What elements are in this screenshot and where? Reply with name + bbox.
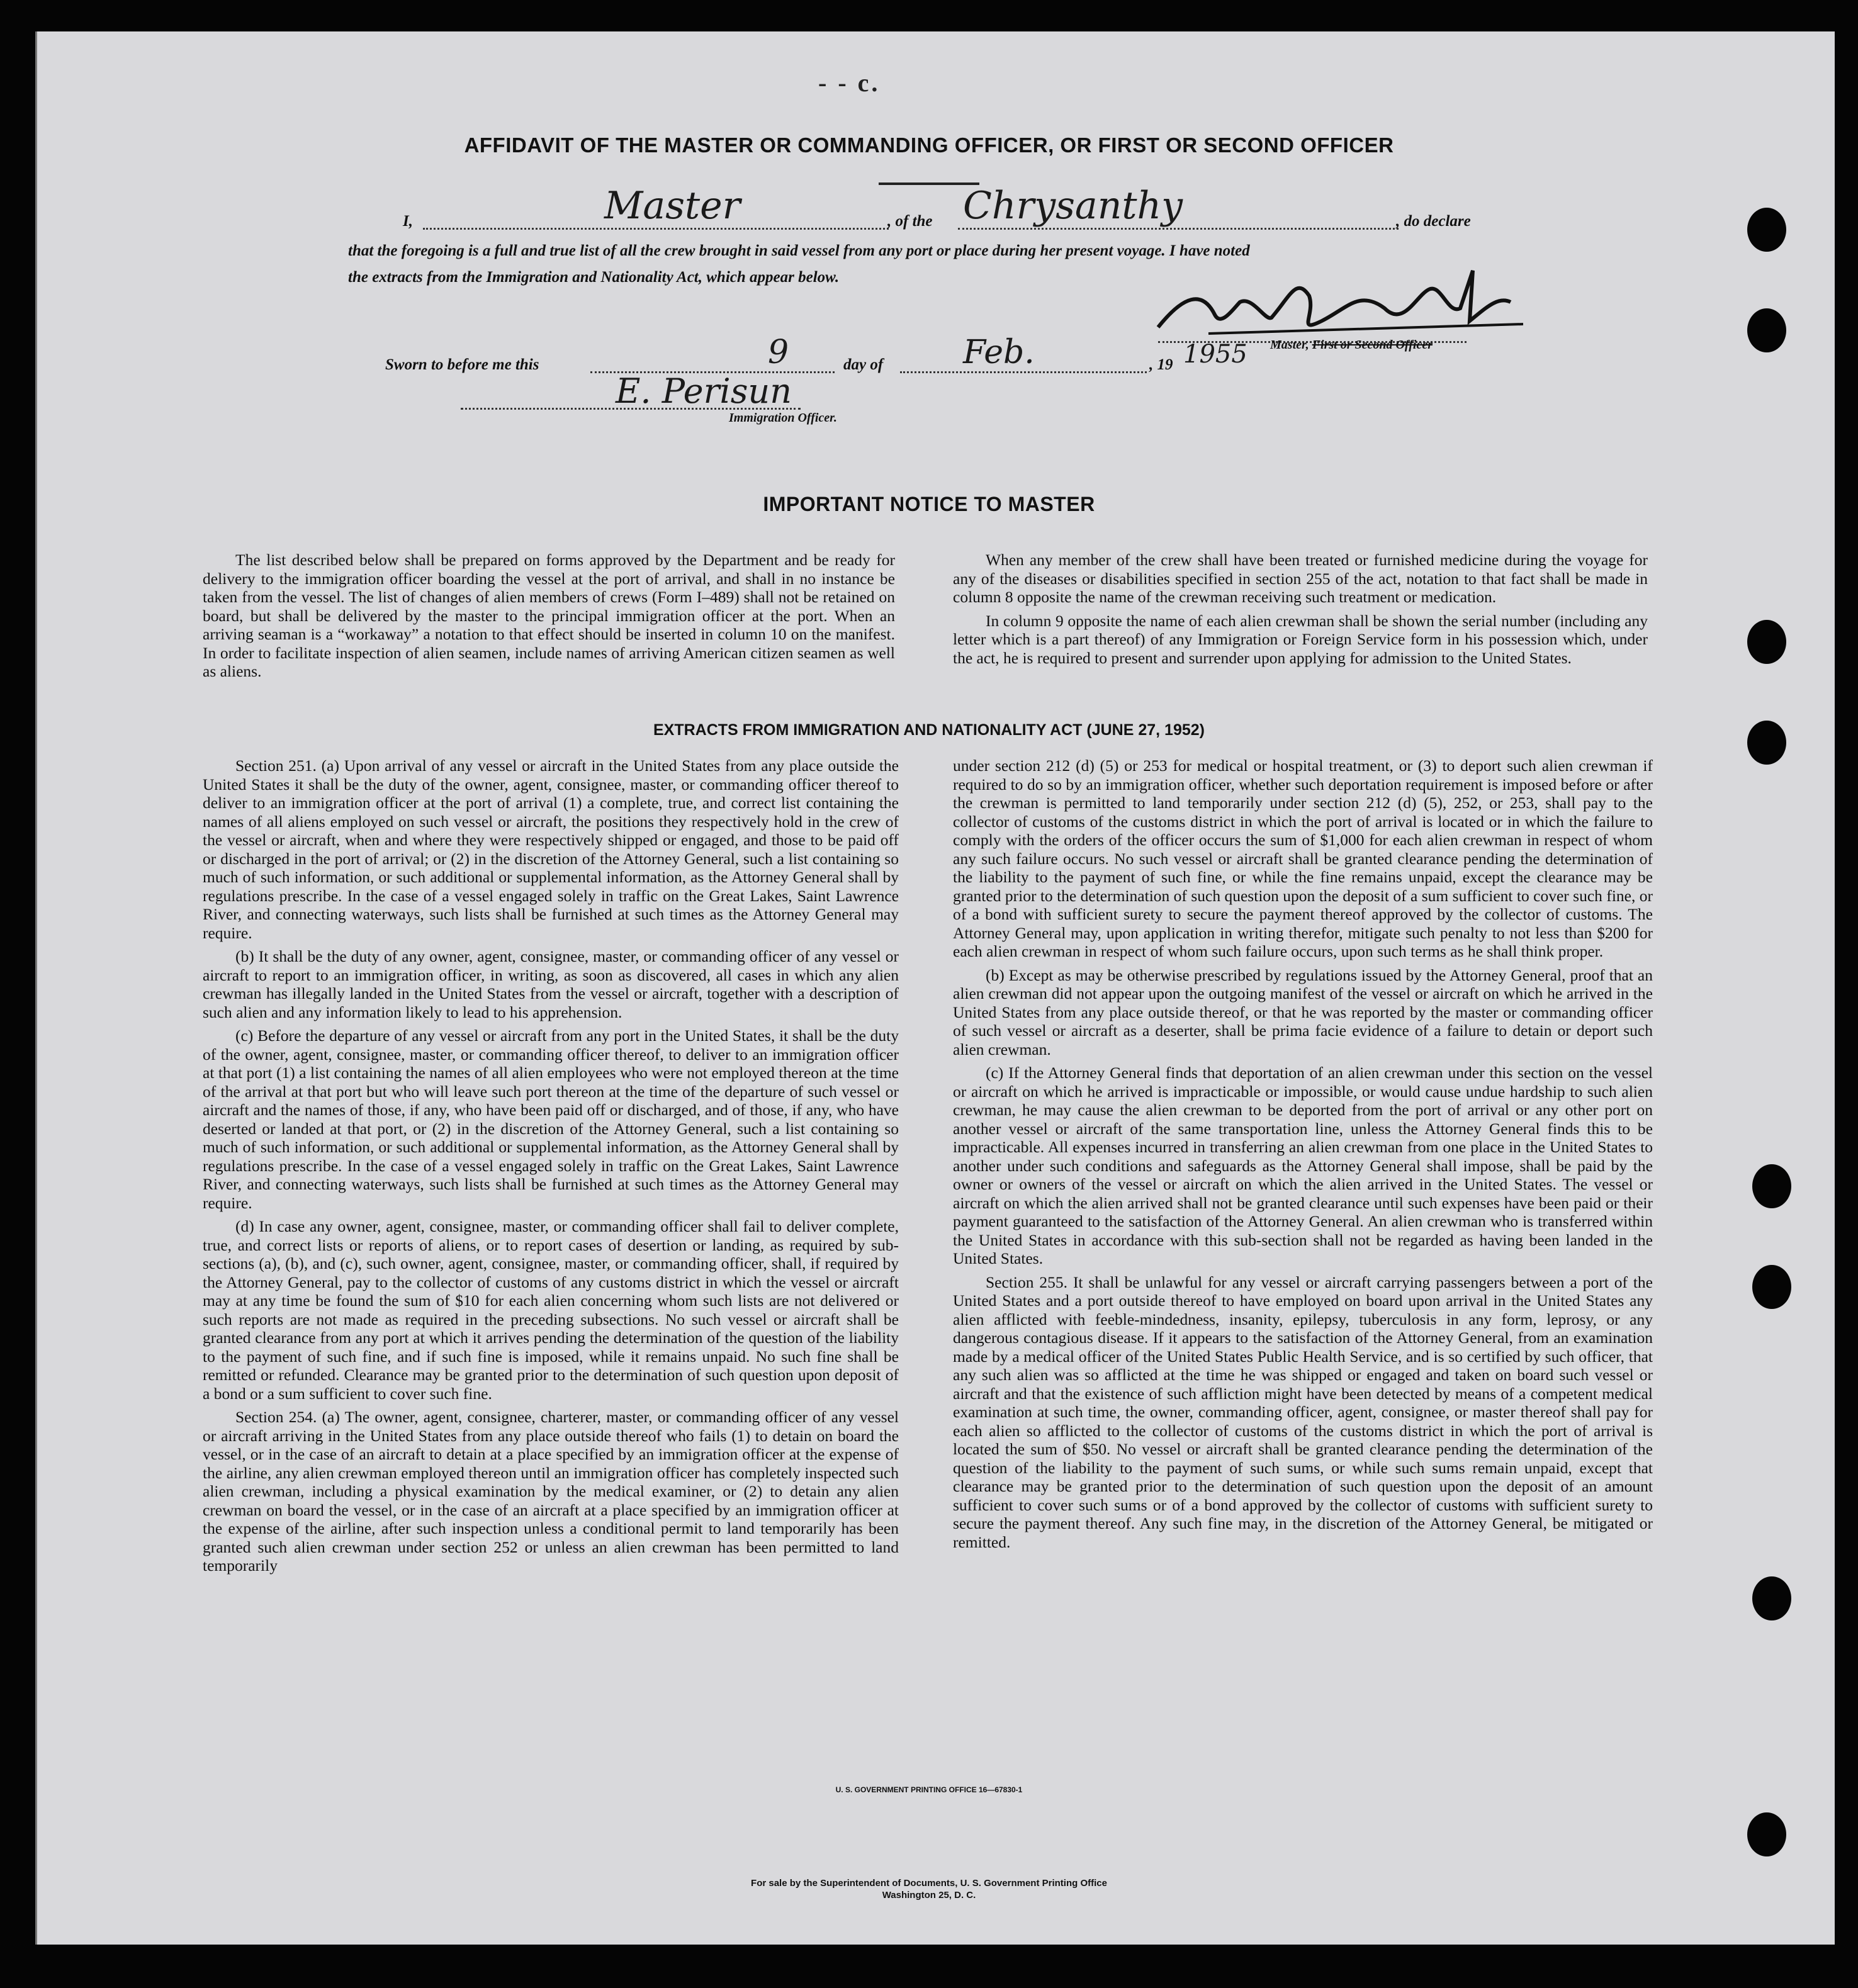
section-251-b: (b) It shall be the duty of any owner, agent, consignee, master, or commanding officer of any vessel or aircraft to report to an immigration officer, in writing, as soon as discovered, all cases in which any alien crewman has illegally landed in the United States from the vessel or aircraft, together with a description of such alien and any information likely to lead to his apprehension. <box>203 947 899 1021</box>
affidavit-title: AFFIDAVIT OF THE MASTER OR COMMANDING OFFICER, OR FIRST OR SECOND OFFICER <box>464 133 1394 157</box>
notice-right-paragraph-2: In column 9 opposite the name of each alien crewman shall be shown the serial number (including any letter which is a part thereof) of any Immigration or Foreign Service form in his possession which, under the act, he is required to present and surrender upon applying for admission to the United States. <box>953 611 1648 667</box>
binder-hole <box>1747 308 1786 352</box>
binder-hole <box>1747 1812 1786 1856</box>
day-of-label: day of <box>843 356 884 373</box>
binder-hole <box>1752 1576 1791 1620</box>
section-255: Section 255. It shall be unlawful for any vessel or aircraft carrying passengers between a port of the United States and a port outside thereof to have employed on board upon arrival in the United States any alien afflicted with feeble-mindedness, insanity, epilepsy, tuberculosis in any form, leprosy, or any dangerous contagious disease. If it appears to the satisfaction of the Attorney General, from an examination made by a medical officer of the United States Public Health Service, and is so certified by such officer, that any such alien was so afflicted at the time he was shipped or engaged and taken on board such vessel or aircraft and that the existence of such affliction might have been detected by means of a competent medical examination at such time, the owner, commanding officer, agent, consignee, or master thereof shall pay for each alien so afflicted to the collector of customs of the customs district in which the port of arrival is located the sum of $50. No vessel or aircraft shall be granted clearance pending the determination of the question of the liability to the payment of such sums, or while such sums remain unpaid, except that clearance may be granted prior to the determination of such question upon the deposit of an amount sufficient to cover such sums or of a bond approved by the collector of customs with sufficient surety to secure the payment thereof. Any such fine may, in the discretion of the Attorney General, be mitigated or remitted. <box>953 1272 1653 1551</box>
section-254-a-continued: under section 212 (d) (5) or 253 for medical or hospital treatment, or (3) to deport such alien crewman if required to do so by an immigration officer, whether such deportation requirement is imposed before or after the crewman is permitted to land temporarily under section 212 (d) (5), 252, or 253, shall pay to the collector of customs of the customs district in which the port of arrival is located or in which the failure to comply with the orders of the officer occurs the sum of $1,000 for each alien crewman in respect of whom any such failure occurs. No such vessel or aircraft shall be granted clearance pending the determination of the liability to the payment of such fine, or while the fine remains unpaid, except the clearance may be granted prior to the determination of such question upon the deposit of a sum sufficient to cover such fine, or of a bond with sufficient surety to secure the payment thereof approved by the collector of customs. The Attorney General may, upon application in writing therefor, mitigate such penalty to not less than $200 for each alien crewman in respect of whom such failure occurs, upon such terms as he shall think proper. <box>953 756 1653 960</box>
vessel-name-handwritten: Chrysanthy <box>963 184 1183 228</box>
i-label: I, <box>403 213 413 230</box>
binder-hole <box>1747 208 1786 252</box>
month-handwritten: Feb. <box>963 334 1035 371</box>
extracts-title: EXTRACTS FROM IMMIGRATION AND NATIONALITY ACT (JUNE 27, 1952) <box>653 721 1205 739</box>
notice-title: IMPORTANT NOTICE TO MASTER <box>763 493 1095 515</box>
day-handwritten: 9 <box>768 334 789 371</box>
notice-right-column <box>953 551 1648 672</box>
year-handwritten: 1955 <box>1183 340 1247 369</box>
sale-line-2: Washington 25, D. C. <box>882 1890 976 1901</box>
vessel-field-line <box>958 228 1399 230</box>
master-name-handwritten: Master <box>604 184 741 228</box>
notice-left-column <box>203 551 895 686</box>
of-the-label: , of the <box>887 213 933 230</box>
signer-title-master: Master, <box>1270 338 1309 352</box>
printing-office-line: U. S. GOVERNMENT PRINTING OFFICE 16—67830-1 <box>835 1785 1023 1794</box>
year-prefix: , 19 <box>1149 356 1173 373</box>
page-mark: - - c. <box>818 69 881 97</box>
affidavit-line-3: the extracts from the Immigration and Nationality Act, which appear below. <box>348 269 840 286</box>
section-251-a: Section 251. (a) Upon arrival of any vessel or aircraft in the United States from any place outside the United States it shall be the duty of the owner, agent, consignee, master, or commanding officer thereof to deliver to an immigration officer at the port of arrival (1) a complete, true, and correct list containing the names of all aliens employed on such vessel or aircraft, the positions they respectively hold in the crew of the vessel or aircraft, when and where they were respectively shipped or engaged, and those to be paid off or discharged in the port of arrival; or (2) in the discretion of the Attorney General, such a list containing so much of such information, or such additional or supplemental information, as the Attorney General shall by regulations prescribe. In the case of a vessel engaged solely in traffic on the Great Lakes, Saint Lawrence River, and connecting waterways, such lists shall be furnished at such times as the Attorney General may require. <box>203 756 899 942</box>
section-254-b: (b) Except as may be otherwise prescribed by regulations issued by the Attorney General, proof that an alien crewman did not appear upon the outgoing manifest of the vessel or aircraft on which he arrived in the United States from any place outside thereof, or that he was reported by the master or commanding officer of such vessel or aircraft as a deserter, shall be prima facie evidence of a failure to detain or deport such alien crewman. <box>953 965 1653 1059</box>
month-field-line <box>900 371 1147 373</box>
notice-right-paragraph-1: When any member of the crew shall have been treated or furnished medicine during the voyage for any of the diseases or disabilities specified in section 255 of the act, notation to that fact shall be made in column 8 opposite the name of the crewman receiving such treatment or medication. <box>953 551 1648 606</box>
affidavit-line-2: that the foregoing is a full and true list of all the crew brought in said vessel from any port or place during her present voyage. I have noted <box>348 242 1250 259</box>
notice-left-paragraph: The list described below shall be prepared on forms approved by the Department and be ready for delivery to the immigration officer boarding the vessel at the port of arrival, and shall in no instance be taken from the vessel. The list of changes of alien members of crews (Form I–489) shall not be retained on board, but shall be delivered by the master to the principal immigration officer at the port. When an arriving seaman is a “workaway” a notation to that effect should be inserted in column 10 on the manifest. In order to facilitate inspection of alien seamen, include names of arriving American citizen seamen as well as aliens. <box>203 551 895 680</box>
officer-label: Immigration Officer. <box>729 411 837 425</box>
officer-signature-handwritten: E. Perisun <box>616 371 792 411</box>
binder-hole <box>1747 620 1786 664</box>
declare-label: , do declare <box>1396 213 1471 230</box>
extracts-right-column <box>953 756 1653 1556</box>
binder-hole <box>1752 1164 1791 1208</box>
extracts-left-column <box>203 756 899 1580</box>
section-254-a: Section 254. (a) The owner, agent, consignee, charterer, master, or commanding officer of any vessel or aircraft arriving in the United States from any place outside thereof who fails (1) to detain on board the vessel, or in the case of an aircraft to detain at a place specified by an immigration officer at the expense of the airline, any alien crewman employed thereon until an immigration officer has completely inspected such alien crewman, including a physical examination by the medical examiner, or (2) to detain any alien crewman on board the vessel, or in the case of an aircraft at a place specified by an immigration officer at the expense of the airline, after such inspection unless a conditional permit to land temporarily has been granted such alien crewman under section 252 or unless an alien crewman has been permitted to land temporarily <box>203 1408 899 1575</box>
name-field-line <box>423 228 889 230</box>
section-251-c: (c) Before the departure of any vessel or aircraft from any port in the United States, it shall be the duty of the owner, agent, consignee, master, or commanding officer thereof, to deliver to an immigration officer at that port (1) a list containing the names of all alien employees who were not employed thereon at the time of the arrival at that port but who will leave such port thereon at the time of the departure of such vessel or aircraft and the names of those, if any, who have been paid off or discharged, and of those, if any, who have deserted or landed at that port, or (2) in the discretion of the Attorney General, such a list containing so much of such information, or such additional or supplemental information, as the Attorney General shall by regulations prescribe. In the case of a vessel engaged solely in traffic on the Great Lakes, Saint Lawrence River, and connecting waterways, such lists shall be furnished at such times as the Attorney General may require. <box>203 1026 899 1212</box>
section-251-d: (d) In case any owner, agent, consignee, master, or commanding officer shall fail to deliver complete, true, and correct lists or reports of aliens, or to report cases of desertion or landing, as required by sub-sections (a), (b), and (c), such owner, agent, consignee, master, or commanding officer, shall, if required by the Attorney General, pay to the collector of customs of any customs district in which the vessel or aircraft may at any time be found the sum of $10 for each alien concerning whom such lists are not delivered or such reports are not made as required in the preceding subsections. No such vessel or aircraft shall be granted clearance from any port at which it arrives pending the determination of the question of the liability to the payment of such fine, and if such fine is imposed, while it remains unpaid. No such fine shall be remitted or refunded. Clearance may be granted prior to the determination of such question upon deposit of a bond or a sum sufficient to cover such fine. <box>203 1217 899 1403</box>
signer-title <box>1270 338 1433 352</box>
sworn-label: Sworn to before me this <box>385 356 539 373</box>
sale-line-1: For sale by the Superintendent of Documents, U. S. Government Printing Office <box>751 1878 1107 1889</box>
binder-hole <box>1752 1265 1791 1309</box>
signer-title-struck: First or Second Officer <box>1312 338 1433 352</box>
section-254-c: (c) If the Attorney General finds that deportation of an alien crewman under this section on the vessel or aircraft on which he arrived is impracticable or impossible, or would cause undue hardship to such alien crewman, he may cause the alien crewman to be deported from the port of arrival or any other port on another vessel or aircraft of the same transportation line, unless the Attorney General finds this to be impracticable. All expenses incurred in transferring an alien crewman from one place in the United States to another under such conditions and safeguards as the Attorney General shall impose, shall be paid by the owner or owners of the vessel or aircraft on which the alien arrived in the United States. The vessel or aircraft on which the alien arrived shall not be granted clearance until such expenses have been paid or their payment guaranteed to the satisfaction of the Attorney General. An alien crewman who is transferred within the United States in accordance with this sub-section shall not be regarded as having been landed in the United States. <box>953 1064 1653 1267</box>
